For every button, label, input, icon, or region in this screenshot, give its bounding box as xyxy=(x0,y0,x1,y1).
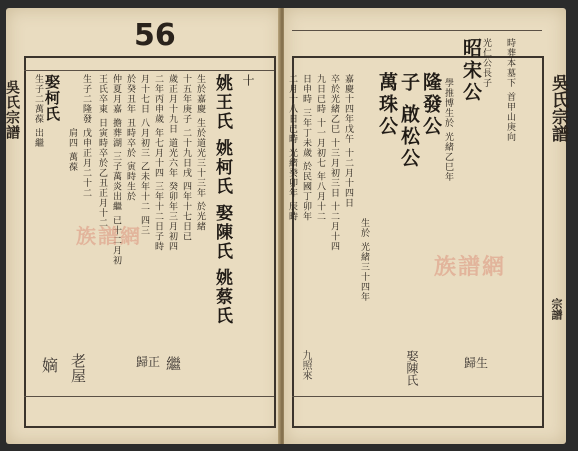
left-page xyxy=(6,8,282,444)
right-column-6: 萬珠公 xyxy=(376,72,398,138)
left-column-7: 於癸丑年 丑時卒於 寅時生於 xyxy=(125,74,135,202)
right-column-11: 日申時 三年丁未歲 於民國丁卯年 xyxy=(301,74,311,222)
left-hand-note-1: 老屋 xyxy=(69,353,87,383)
left-watermark: 族譜網 xyxy=(76,224,142,248)
right-column-3: 學推博生於 光緒乙巳年 xyxy=(443,78,453,182)
left-column-6: 仲夏月嘉 擔葬湖 三子萬炎出繼 已十二月初 xyxy=(111,74,121,266)
left-page-top-rule xyxy=(24,70,274,71)
left-page-frame xyxy=(24,56,276,428)
right-edge-text: 宗譜 xyxy=(550,298,563,320)
left-center-column: 十 xyxy=(241,74,255,87)
left-column-8: 月十七日 八月初三 乙未年十二 四三 xyxy=(139,74,149,236)
right-page xyxy=(284,8,566,444)
right-edge-title: 吳氏宗譜 xyxy=(548,74,568,142)
right-column-12: 二月十八日已時 光緒癸卯年 辰時 xyxy=(287,74,297,222)
right-column-8: 嘉慶十四年戊午 十二月十四日 xyxy=(343,74,353,208)
right-column-10: 九日已時 十一月初七 年八月十二 xyxy=(315,74,325,222)
right-column-1: 光仁公長子 xyxy=(481,38,491,88)
left-column-5: 王氏卒東 日寅時卒於乙丑正月十二 xyxy=(97,74,107,228)
right-hand-note-2: 歸生 xyxy=(464,356,489,370)
left-page-bottom-rule xyxy=(24,396,274,397)
left-column-3: 肩四 萬葆 xyxy=(67,128,77,172)
left-column-9: 二年丙申歲 年七月十四 三年十二日子時 xyxy=(153,74,163,252)
left-stamp: 嫡 xyxy=(42,356,59,375)
right-column-5: 子 啟松公 xyxy=(398,72,420,170)
left-column-1: 娶柯氏 xyxy=(43,74,61,122)
right-hand-note-3: 九照來 xyxy=(300,350,311,380)
right-hand-note-1: 娶陳氏 xyxy=(405,350,419,386)
right-page-bottom-rule xyxy=(292,396,542,397)
left-column-10: 歲正月十九日 道光六年 癸卯年三月初四 xyxy=(167,74,177,252)
left-column-2: 生子二萬葆 出繼 xyxy=(33,74,43,148)
page-number: 56 xyxy=(134,18,176,53)
right-header-note: 時葬本墓下 首甲山庚向 xyxy=(505,38,515,142)
left-hand-note-3: 歸正 xyxy=(136,355,161,369)
right-column-7: 生於 光緒三十四年 xyxy=(359,218,369,302)
right-watermark: 族譜網 xyxy=(434,255,507,280)
right-column-2: 昭宋公 xyxy=(460,38,482,104)
left-column-12: 生於嘉慶 生於道光三十三年 於光緒 xyxy=(195,74,205,232)
right-column-4: 隆發公 xyxy=(420,72,442,138)
left-hand-note-2: 繼 xyxy=(166,355,182,373)
left-column-4: 生子二隆發 戊申正月二十二 xyxy=(81,74,91,198)
right-page-top-rule xyxy=(292,30,542,31)
left-margin-title: 吳氏宗譜 xyxy=(4,80,20,140)
right-column-9: 卒於光緒乙巳 十三月初三日 十二月十四 xyxy=(329,74,339,252)
left-column-11: 十五年庚子 二十九日戌 四年十七日已 xyxy=(181,74,191,242)
left-column-13: 姚王氏 姚柯氏 娶陳氏 姚蔡氏 xyxy=(212,74,232,326)
